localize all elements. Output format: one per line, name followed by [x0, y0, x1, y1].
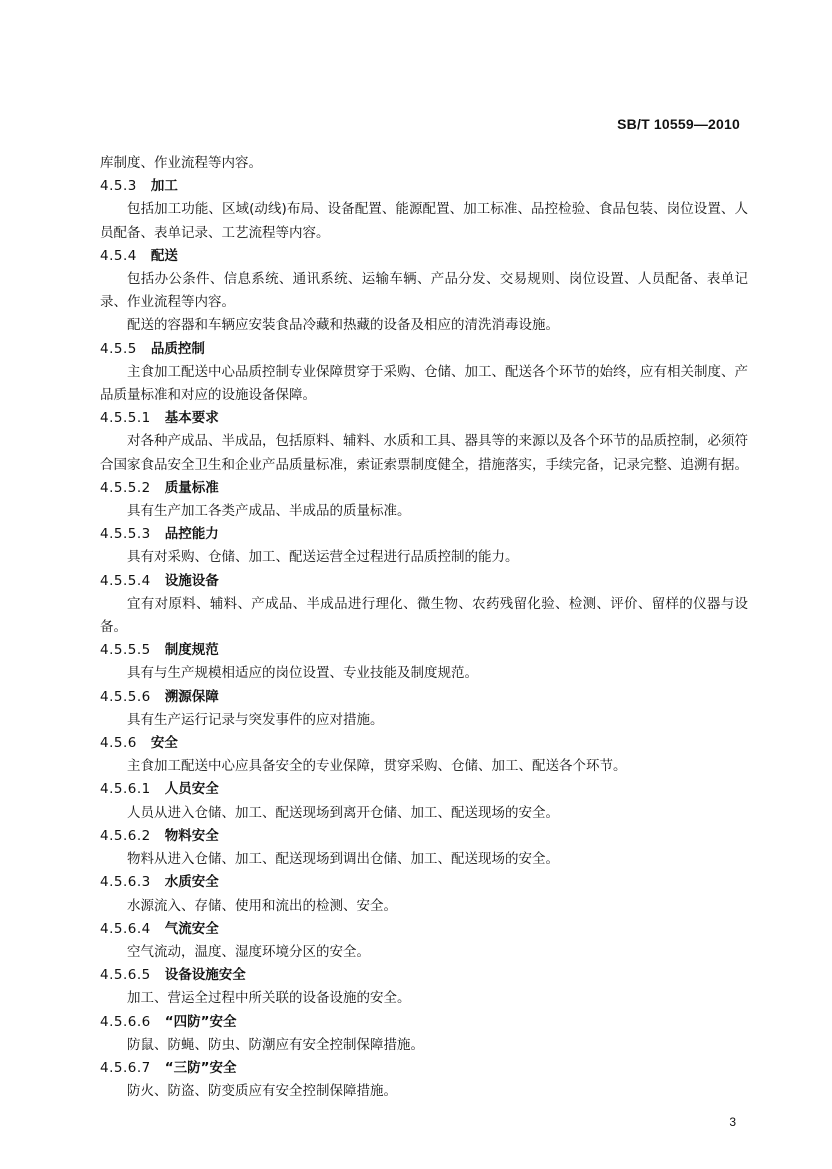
section-title: 加工	[150, 178, 178, 195]
paragraph: 加工、营运全过程中所关联的设备设施的安全。	[127, 990, 411, 1007]
paragraph: 空气流动，温度、湿度环境分区的安全。	[127, 943, 370, 960]
section-number: 4.5.5.3	[100, 526, 151, 543]
section-number: 4.5.3	[100, 178, 137, 195]
section-heading	[100, 1057, 748, 1080]
paragraph: 人员从进入仓储、加工、配送现场到离开仓储、加工、配送现场的安全。	[127, 804, 559, 821]
section-number: 4.5.5	[100, 340, 137, 357]
section-number: 4.5.6.1	[100, 781, 151, 798]
section-title: “四防”安全	[164, 1013, 237, 1030]
section-title: 安全	[150, 735, 178, 752]
section-heading	[100, 477, 748, 500]
paragraph: 具有生产运行记录与突发事件的应对措施。	[127, 711, 384, 728]
section-number: 4.5.6	[100, 735, 137, 752]
section-title: 配送	[150, 247, 178, 264]
section-heading	[100, 639, 748, 662]
section-heading	[100, 964, 748, 987]
paragraph: 包括加工功能、区域(动线)布局、设备配置、能源配置、加工标准、品控检验、食品包装、岗位设置、人员配备、表单记录、工艺流程等内容。	[100, 201, 748, 241]
section-heading	[100, 523, 748, 546]
paragraph: 防火、防盗、防变质应有安全控制保障措施。	[127, 1083, 397, 1100]
section-number: 4.5.5.1	[100, 410, 151, 427]
section-title: 人员安全	[164, 781, 219, 798]
section-heading	[100, 825, 748, 848]
section-heading	[100, 338, 748, 361]
section-heading	[100, 686, 748, 709]
paragraph: 宜有对原料、辅料、产成品、半成品进行理化、微生物、农药残留化验、检测、评价、留样的仪器与设备。	[100, 595, 748, 636]
section-title: 设备设施安全	[164, 967, 246, 984]
section-title: 溯源保障	[164, 688, 219, 705]
section-title: 质量标准	[164, 479, 219, 496]
section-heading	[100, 918, 748, 941]
page-number: 3	[729, 1115, 736, 1129]
section-number: 4.5.5.5	[100, 642, 151, 659]
section-title: 设施设备	[164, 572, 219, 589]
section-title: “三防”安全	[164, 1059, 237, 1076]
section-heading	[100, 570, 748, 593]
paragraph: 包括办公条件、信息系统、通讯系统、运输车辆、产品分发、交易规则、岗位设置、人员配备、表单记录、作业流程等内容。	[100, 271, 748, 311]
section-number: 4.5.5.6	[100, 688, 151, 705]
section-number: 4.5.6.2	[100, 827, 151, 844]
section-number: 4.5.6.5	[100, 967, 151, 984]
section-number: 4.5.6.4	[100, 920, 151, 937]
section-title: 物料安全	[164, 827, 219, 844]
paragraph: 具有生产加工各类产成品、半成品的质量标准。	[127, 503, 411, 520]
section-title: 品控能力	[164, 526, 219, 543]
section-heading	[100, 732, 748, 755]
section-heading	[100, 407, 748, 430]
section-title: 基本要求	[164, 410, 219, 427]
section-number: 4.5.6.3	[100, 874, 151, 891]
standard-code: SB/T 10559—2010	[617, 116, 740, 132]
document-body	[100, 152, 748, 1103]
section-heading	[100, 778, 748, 801]
section-title: 品质控制	[150, 340, 205, 357]
section-heading	[100, 245, 748, 268]
continued-text: 库制度、作业流程等内容。	[100, 155, 262, 171]
section-number: 4.5.4	[100, 247, 137, 264]
paragraph: 主食加工配送中心应具备安全的专业保障，贯穿采购、仓储、加工、配送各个环节。	[127, 758, 627, 775]
paragraph: 水源流入、存储、使用和流出的检测、安全。	[127, 897, 397, 914]
paragraph: 对各种产成品、半成品，包括原料、辅料、水质和工具、器具等的来源以及各个环节的品质控制，必须符合国家食品安全卫生和企业产品质量标准，索证索票制度健全，措施落实，手续完备，记录完整、追溯有据。	[100, 433, 748, 473]
section-heading	[100, 871, 748, 894]
section-title: 水质安全	[164, 874, 219, 891]
section-number: 4.5.5.2	[100, 479, 151, 496]
paragraph: 防鼠、防蝇、防虫、防潮应有安全控制保障措施。	[127, 1036, 424, 1053]
paragraph: 主食加工配送中心品质控制专业保障贯穿于采购、仓储、加工、配送各个环节的始终，应有相关制度、产品质量标准和对应的设施设备保障。	[100, 363, 748, 404]
paragraph: 配送的容器和车辆应安装食品冷藏和热藏的设备及相应的清洗消毒设施。	[127, 317, 559, 334]
section-title: 制度规范	[164, 642, 219, 659]
paragraph: 具有对采购、仓储、加工、配送运营全过程进行品质控制的能力。	[127, 549, 519, 566]
paragraph: 具有与生产规模相适应的岗位设置、专业技能及制度规范。	[127, 665, 478, 682]
section-number: 4.5.6.6	[100, 1013, 151, 1030]
paragraph: 物料从进入仓储、加工、配送现场到调出仓储、加工、配送现场的安全。	[127, 851, 559, 868]
section-number: 4.5.5.4	[100, 572, 151, 589]
section-title: 气流安全	[164, 920, 219, 937]
section-heading	[100, 175, 748, 198]
section-heading	[100, 1011, 748, 1034]
section-number: 4.5.6.7	[100, 1059, 151, 1076]
